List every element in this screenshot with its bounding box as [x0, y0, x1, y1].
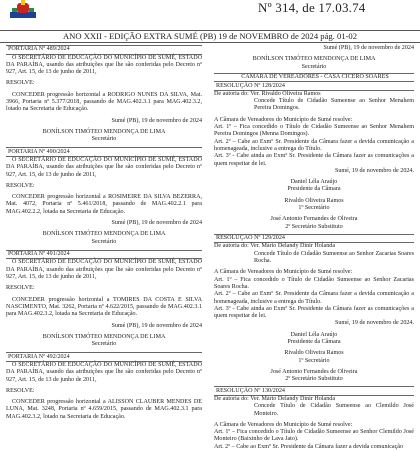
section-header: RESOLUÇÃO Nº 129/2024 [214, 234, 414, 244]
author-line: De autoria do: Ver. Mário Delandy Dinir Holanda [214, 243, 336, 250]
article-1: Art. 1º – Fica concedido o Título de Cidadão Sumeense ao Senhor Menahem Pereira Domingos (Menna Domingos). [214, 124, 414, 138]
resolution-summary: Concede Título de Cidadão Sumeense ao Senhor Menahem Pereira Domingos. [254, 98, 414, 112]
signer-name: Rivaldo Oliveira Ramos [284, 197, 344, 204]
section-header: RESOLUÇÃO Nº 130/2024 [214, 386, 414, 396]
resolve-label: RESOLVE: [6, 182, 35, 189]
masthead [0, 0, 420, 28]
date-line: Sumé, 19 de novembro de 2024. [334, 320, 414, 327]
edition-banner: ANO XXII - EDIÇÃO EXTRA SUMÉ (PB) 19 de NOVEMBRO de 2024 pág. 01-02 [0, 30, 420, 43]
signer-role: Secretário [91, 341, 117, 348]
decision-text: CONCEDER progressão horizontal a ROSIMEIRE DA SILVA BEZERRA, Mat. 4072, Portaria nº 5.461/2018, passando de MAG.402.2.1 para MAG.402.2.2, lotada na Secretaria de Educação. [6, 194, 202, 215]
signer-role: Secretário [91, 136, 117, 143]
signer-name: BONÍLSON TIMÓTEO MENDONÇA DE LIMA [252, 56, 376, 63]
right-column [214, 45, 414, 451]
left-column [6, 45, 202, 421]
author-line: De autoria do: Ver. Rivaldo Oliveira Ramos [214, 90, 321, 97]
section-header: PORTARIA Nº 491/2024 [6, 250, 202, 260]
article-3: Art. 3º - Cabe ainda ao Exmº Sr. Presidente da Câmara fazer as comunicações a quem respeitar de lei. [214, 153, 414, 167]
date-line: Sumé (PB), 19 de novembro de 2024 [111, 322, 202, 329]
date-line: Sumé (PB), 19 de novembro de 2024 [111, 220, 202, 227]
article-2: Art. 2º – Cabe ao Exmº Sr. Presidente da Câmara fazer a devida comunicação a homenageada, inclusive a entrega do Título. [214, 138, 414, 152]
signer-name: José Antonio Fernandes de Oliveira [270, 368, 358, 375]
article-3: Art. 3º - Cabe ainda ao Exmº Sr. Presidente da Câmara fazer as comunicações a quem respeitar de lei. [214, 305, 414, 320]
signer-role: 2º Secretário Substituto [285, 376, 343, 383]
signer-name: BONÍLSON TIMÓTEO MENDONÇA DE LIMA [42, 333, 166, 340]
chamber-header: CÂMARA DE VEREADORES - CASA CÍCERO SOARES [214, 73, 414, 83]
resolution-intro: A Câmara de Vereadores do Município de Sumé resolve: [214, 421, 353, 428]
date-line: Sumé, 19 de novembro de 2024. [334, 167, 414, 174]
preamble: O SECRETÁRIO DE EDUCAÇÃO DO MUNICÍPIO DE SUMÉ, ESTADO DA PARAÍBA, usando das atribuições que lhe são conferidas pelo Decreto nº 927, Art. 15, de 13 de junho de 2011, [6, 259, 202, 281]
signer-name: BONÍLSON TIMÓTEO MENDONÇA DE LIMA [42, 128, 166, 135]
author-line: De autoria do: Ver. Mário Delandy Dinir Holanda [214, 395, 336, 402]
signer-role: Secretário [91, 238, 117, 245]
article-1: Art. 1º – Fica concedido o Título de Cidadão Sumeense ao Senhor Clemildo José Monteiro (Baixinho de Lava Jato). [214, 429, 414, 443]
signer-role: Presidente da Câmara [287, 186, 341, 193]
signer-name: José Antonio Fernandes de Oliveira [270, 216, 358, 223]
preamble: O SECRETÁRIO DE EDUCAÇÃO DO MUNICÍPIO DE SUMÉ, ESTADO DA PARAÍBA, usando das atribuições que lhe são conferidas pelo Decreto nº 927, Art. 15, de 13 de junho de 2011, [6, 361, 202, 383]
preamble: O SECRETÁRIO DE EDUCAÇÃO DO MUNICÍPIO DE SUMÉ, ESTADO DA PARAÍBA, usando das atribuições que lhe são conferidas pelo Decreto nº 927, Art. 15, de 13 de junho de 2011, [6, 54, 202, 76]
resolve-label: RESOLVE: [6, 80, 35, 87]
resolution-intro: A Câmara de Vereadores do Município de Sumé resolve: [214, 269, 353, 276]
article-2: Art. 2º – Cabe ao Exmº Sr. Presidente da Câmara fazer a devida comunicação [214, 443, 404, 450]
municipal-coat-of-arms [10, 0, 36, 18]
signer-role: 1º Secretário [298, 357, 330, 364]
section-header: PORTARIA Nº 489/2024 [6, 45, 202, 55]
resolve-label: RESOLVE: [6, 285, 35, 292]
date-line: Sumé (PB), 19 de novembro de 2024 [111, 117, 202, 124]
section-header: PORTARIA Nº 490/2024 [6, 147, 202, 157]
resolution-intro: A Câmara de Vereadores do Município de Sumé resolve: [214, 116, 353, 123]
signer-name: Rivaldo Oliveira Ramos [284, 350, 344, 357]
decision-text: CONCEDER progressão horizontal a ALISSON CLAUBER MENDES DE LUNA, Mat. 3248, Portaria nº 4.659/2015, passando de MAG.402.3.1 para MAG.402.3.2, lotado na Secretaria de Educação. [6, 399, 202, 420]
resolve-label: RESOLVE: [6, 387, 35, 394]
signer-role: Presidente da Câmara [287, 339, 341, 345]
signer-role: Secretário [301, 63, 327, 70]
decision-text: CONCEDER progressão horizontal a TOMIRES DA COSTA E SILVA NASCIMENTO, Mat. 3262, Portaria nº 4.622/2015, passando de MAG.402.3.1 para MAG.402.3.2, lotada na Secretaria de Educação. [6, 296, 202, 318]
decision-text: CONCEDER progressão horizontal a RODRIGO NUNES DA SILVA, Mat. 3966, Portaria nº 5.377/2018, passando de MAG.402.3.1 para MAG.402.3.2, lotado na Secretaria de Educação. [6, 91, 202, 113]
signer-role: 2º Secretário Substituto [285, 223, 343, 230]
article-2: Art. 2º – Cabe ao Exmº Sr. Presidente da Câmara fazer a devida comunicação a homenageada, inclusive a entrega do Título. [214, 291, 414, 305]
signer-role: 1º Secretário [298, 205, 330, 212]
section-header: PORTARIA Nº 492/2024 [6, 352, 202, 362]
resolution-summary: Concede Título de Cidadão Sumeense ao Clemildo José Monteiro. [254, 403, 414, 417]
section-header: RESOLUÇÃO Nº 128/2024 [214, 82, 414, 91]
preamble: O SECRETÁRIO DE EDUCAÇÃO DO MUNICÍPIO DE SUMÉ, ESTADO DA PARAÍBA, usando das atribuições que lhe são conferidas pelo Decreto nº 927, Art. 15, de 13 de junho de 2011, [6, 156, 202, 178]
signer-name: Daniel Léla Araújo [290, 179, 338, 186]
article-1: Art. 1º – Fica concedido o Título de Cidadão Sumeense ao Senhor Zacarias Soares Rocha. [214, 276, 414, 290]
edition-reference: Nº 314, de 17.03.74 [258, 0, 366, 15]
resolution-summary: Concede Título de Cidadão Sumeense ao Senhor Zacarias Soares Rocha. [254, 250, 414, 265]
date-line: Sumé (PB), 19 de novembro de 2024 [323, 45, 414, 51]
signer-name: BONÍLSON TIMÓTEO MENDONÇA DE LIMA [42, 231, 166, 238]
signer-name: Daniel Léla Araújo [290, 331, 338, 338]
